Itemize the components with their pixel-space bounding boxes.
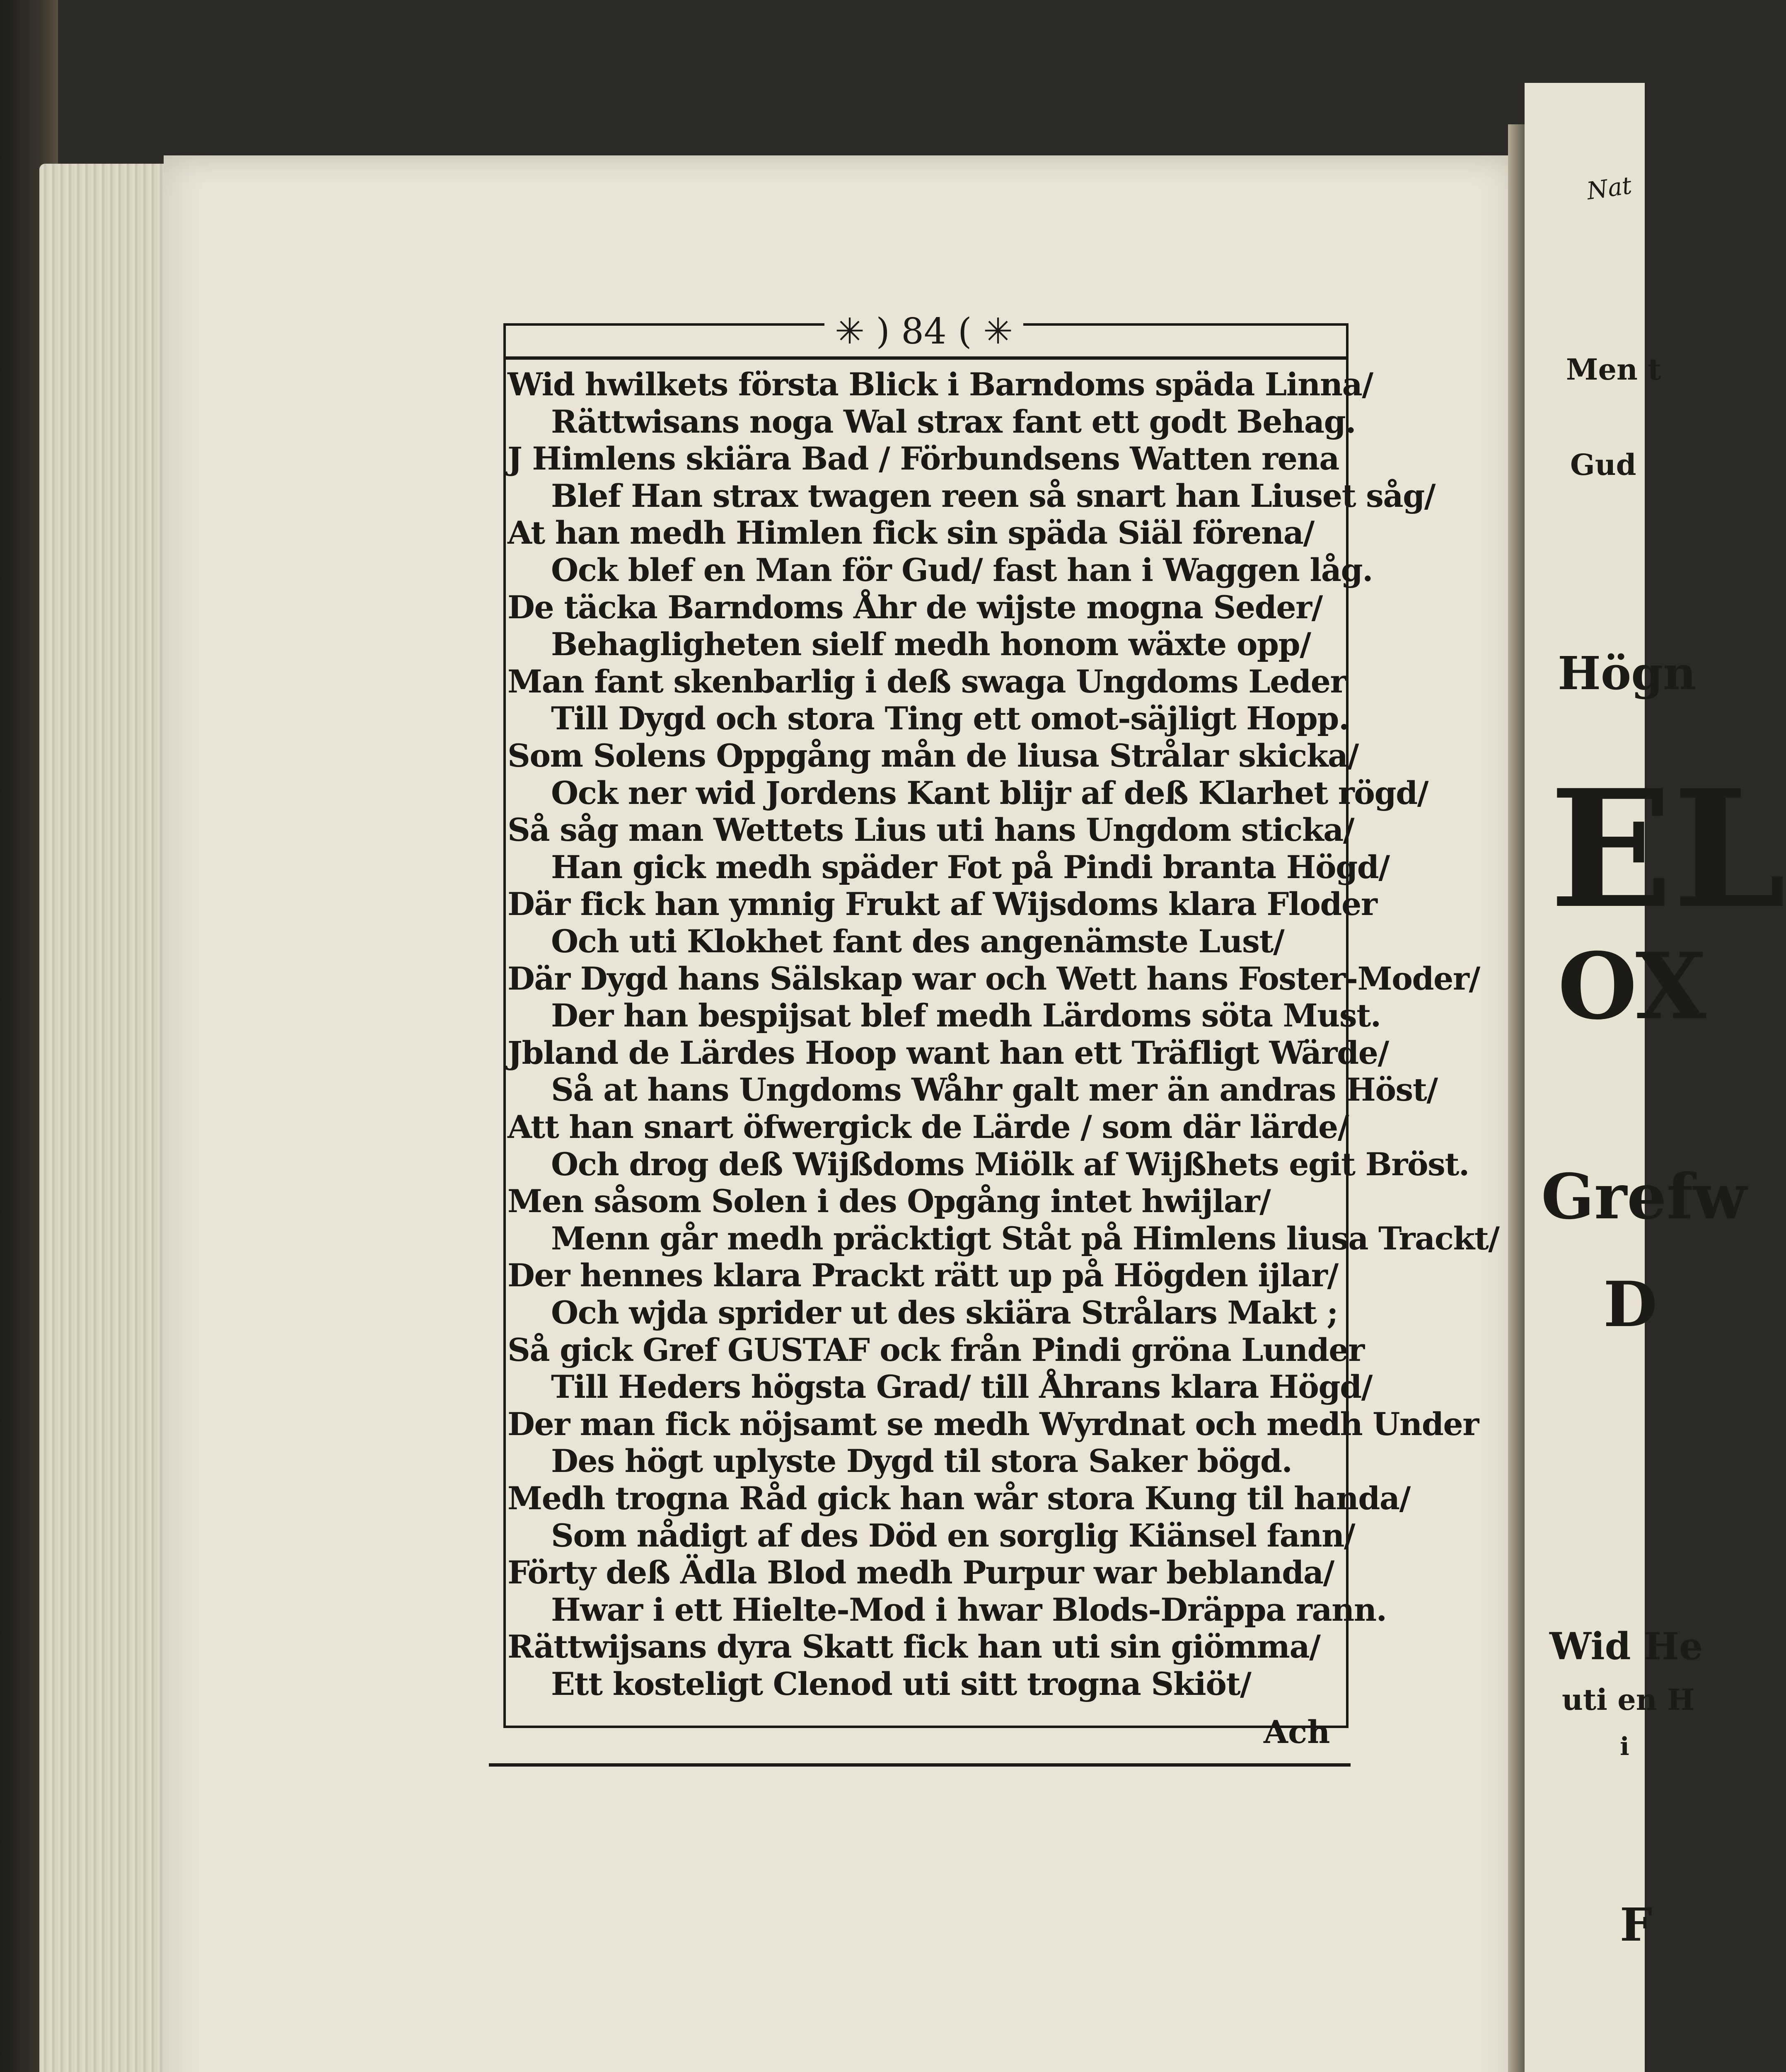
verse-line: Och drog deß Wijßdoms Miölk af Wijßhets egit Bröst. xyxy=(551,1145,1469,1183)
verse-line: De täcka Barndoms Åhr de wijste mogna Seder/ xyxy=(508,588,1322,626)
verse-line: Wid hwilkets första Blick i Barndoms späda Linna/ xyxy=(508,366,1373,403)
verse-line: Till Dygd och stora Ting ett omot-säjligt Hopp. xyxy=(551,700,1349,737)
verse-line: Medh trogna Råd gick han wår stora Kung til handa/ xyxy=(508,1480,1410,1517)
verse-line: Ock blef en Man för Gud/ fast han i Waggen låg. xyxy=(551,552,1373,588)
verse-line: Rättwijsans dyra Skatt fick han uti sin giömma/ xyxy=(508,1628,1320,1665)
verse-line: Och wjda sprider ut des skiära Strålars Makt ; xyxy=(551,1294,1338,1331)
footer-rule xyxy=(489,1763,1351,1767)
verse-line: Blef Han strax twagen reen så snart han Liuset såg/ xyxy=(551,477,1436,514)
facing-page-fragment: Wid He xyxy=(1549,1624,1703,1668)
facing-page-fragment: EL xyxy=(1549,754,1786,944)
facing-page-fragment: D xyxy=(1603,1268,1658,1341)
catchword: Ach xyxy=(1264,1714,1330,1750)
verse-line: Der man fick nöjsamt se medh Wyrdnat och medh Under xyxy=(508,1405,1479,1443)
verse-line: Så gick Gref GUSTAF ock från Pindi gröna Lunder xyxy=(508,1331,1364,1368)
page-stack-edges xyxy=(39,164,176,2072)
facing-page-fragment: Nat xyxy=(1585,171,1634,206)
page-number-header: ✳ ) 84 ( ✳ xyxy=(824,309,1023,354)
verse-line: At han medh Himlen fick sin späda Siäl förena/ xyxy=(508,514,1314,552)
verse-line: Der han bespijsat blef medh Lärdoms söta Must. xyxy=(551,997,1381,1034)
verse-line: Man fant skenbarlig i deß swaga Ungdoms Leder xyxy=(508,663,1346,700)
facing-page-fragment: uti en H xyxy=(1562,1682,1695,1717)
verse-line: J Himlens skiära Bad / Förbundsens Watten rena xyxy=(508,440,1339,477)
verse-line: Som Solens Oppgång mån de liusa Strålar skicka/ xyxy=(508,737,1358,774)
verse-block xyxy=(508,365,1499,1724)
facing-page-fragment: Men t xyxy=(1566,352,1661,387)
verse-line: Han gick medh späder Fot på Pindi branta Högd/ xyxy=(551,848,1390,886)
verse-line: Behagligheten sielf medh honom wäxte opp/ xyxy=(551,626,1311,663)
verse-line: Där fick han ymnig Frukt af Wijsdoms klara Floder xyxy=(508,886,1377,923)
verse-line: Där Dygd hans Sälskap war och Wett hans Foster-Moder/ xyxy=(508,960,1480,997)
verse-line: Des högt uplyste Dygd til stora Saker bögd. xyxy=(551,1443,1292,1480)
facing-page-fragment: OX xyxy=(1558,932,1706,1040)
verse-line: Ett kosteligt Clenod uti sitt trogna Skiöt/ xyxy=(551,1665,1251,1702)
verse-line: Hwar i ett Hielte-Mod i hwar Blods-Dräppa rann. xyxy=(551,1591,1387,1628)
verse-line: Att han snart öfwergick de Lärde / som där lärde/ xyxy=(508,1109,1349,1145)
verse-line: Menn går medh präcktigt Ståt på Himlens liusa Trackt/ xyxy=(551,1220,1499,1257)
facing-page-fragment: Grefw xyxy=(1541,1160,1747,1233)
facing-page-fragment: Gud xyxy=(1570,448,1636,482)
verse-line: Der hennes klara Prackt rätt up på Högden ijlar/ xyxy=(508,1257,1338,1294)
verse-line: Förty deß Ädla Blod medh Purpur war beblanda/ xyxy=(508,1554,1334,1591)
header-rule xyxy=(503,356,1349,360)
verse-line: Till Heders högsta Grad/ till Åhrans klara Högd/ xyxy=(551,1368,1373,1406)
verse-line: Så såg man Wettets Lius uti hans Ungdom sticka/ xyxy=(508,811,1354,849)
facing-page-fragment: i xyxy=(1620,1732,1629,1761)
verse-line: Så at hans Ungdoms Wåhr galt mer än andras Höst/ xyxy=(551,1071,1438,1109)
facing-page-fragment: F xyxy=(1620,1898,1653,1951)
verse-line: Ock ner wid Jordens Kant blijr af deß Klarhet rögd/ xyxy=(551,774,1428,811)
book-page-right xyxy=(1525,83,1786,2072)
verse-line: Som nådigt af des Död en sorglig Kiänsel fann/ xyxy=(551,1517,1355,1554)
verse-line: Rättwisans noga Wal strax fant ett godt Behag. xyxy=(551,403,1356,440)
facing-page-fragment: Högn xyxy=(1558,646,1697,700)
verse-line: Jbland de Lärdes Hoop want han ett Träfligt Wärde/ xyxy=(508,1034,1389,1071)
verse-line: Och uti Klokhet fant des angenämste Lust/ xyxy=(551,923,1284,960)
verse-line: Men såsom Solen i des Opgång intet hwijlar/ xyxy=(508,1183,1271,1220)
